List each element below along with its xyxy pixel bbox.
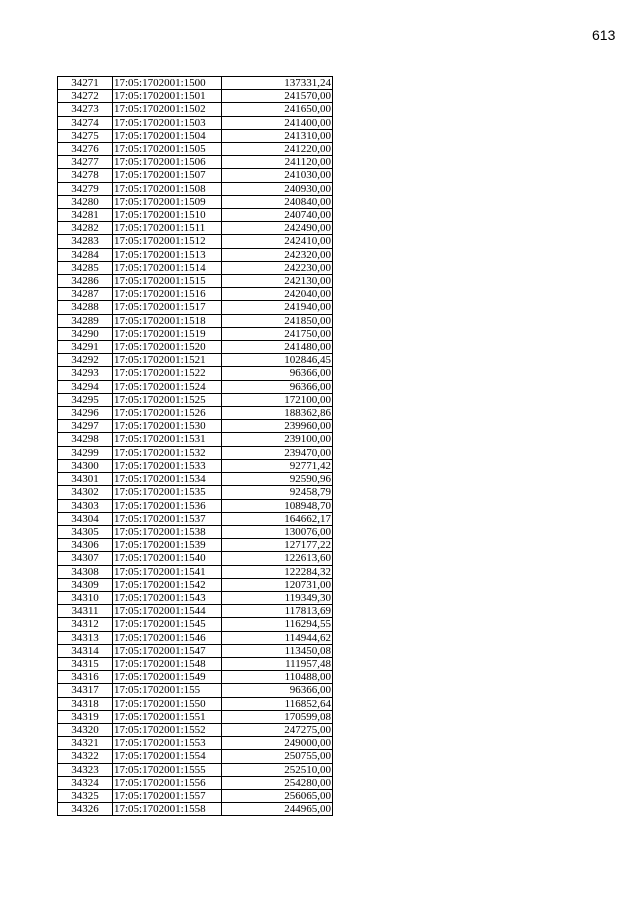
row-number-cell: 34320 — [58, 723, 113, 736]
amount-cell: 241850,00 — [222, 314, 333, 327]
amount-cell: 92590,96 — [222, 473, 333, 486]
amount-cell: 122284,32 — [222, 565, 333, 578]
cadastral-number-cell: 17:05:1702001:1531 — [113, 433, 222, 446]
row-number-cell: 34296 — [58, 407, 113, 420]
cadastral-number-cell: 17:05:1702001:1552 — [113, 723, 222, 736]
amount-cell: 241750,00 — [222, 327, 333, 340]
amount-cell: 96366,00 — [222, 367, 333, 380]
cadastral-number-cell: 17:05:1702001:1508 — [113, 182, 222, 195]
cadastral-number-cell: 17:05:1702001:1520 — [113, 341, 222, 354]
amount-cell: 170599,08 — [222, 710, 333, 723]
table-row — [58, 77, 333, 90]
row-number-cell: 34281 — [58, 209, 113, 222]
row-number-cell: 34300 — [58, 459, 113, 472]
table-row — [58, 222, 333, 235]
table-row — [58, 103, 333, 116]
amount-cell: 241940,00 — [222, 301, 333, 314]
cadastral-number-cell: 17:05:1702001:1504 — [113, 129, 222, 142]
row-number-cell: 34275 — [58, 129, 113, 142]
row-number-cell: 34284 — [58, 248, 113, 261]
amount-cell: 254280,00 — [222, 776, 333, 789]
cadastral-number-cell: 17:05:1702001:1517 — [113, 301, 222, 314]
amount-cell: 240740,00 — [222, 209, 333, 222]
table-row — [58, 367, 333, 380]
cadastral-number-cell: 17:05:1702001:1543 — [113, 591, 222, 604]
row-number-cell: 34325 — [58, 789, 113, 802]
cadastral-number-cell: 17:05:1702001:1557 — [113, 789, 222, 802]
amount-cell: 241400,00 — [222, 116, 333, 129]
row-number-cell: 34285 — [58, 261, 113, 274]
row-number-cell: 34305 — [58, 525, 113, 538]
ledger-table — [57, 76, 333, 816]
table-row — [58, 407, 333, 420]
table-row — [58, 684, 333, 697]
cadastral-number-cell: 17:05:1702001:1550 — [113, 697, 222, 710]
amount-cell: 120731,00 — [222, 578, 333, 591]
amount-cell: 252510,00 — [222, 763, 333, 776]
table-row — [58, 209, 333, 222]
row-number-cell: 34288 — [58, 301, 113, 314]
amount-cell: 240930,00 — [222, 182, 333, 195]
table-row — [58, 169, 333, 182]
table-row — [58, 710, 333, 723]
row-number-cell: 34317 — [58, 684, 113, 697]
table-row — [58, 525, 333, 538]
row-number-cell: 34271 — [58, 77, 113, 90]
ledger-body — [58, 77, 333, 816]
row-number-cell: 34322 — [58, 750, 113, 763]
cadastral-number-cell: 17:05:1702001:1510 — [113, 209, 222, 222]
cadastral-number-cell: 17:05:1702001:1533 — [113, 459, 222, 472]
table-row — [58, 182, 333, 195]
row-number-cell: 34282 — [58, 222, 113, 235]
amount-cell: 241480,00 — [222, 341, 333, 354]
cadastral-number-cell: 17:05:1702001:1516 — [113, 288, 222, 301]
cadastral-number-cell: 17:05:1702001:1526 — [113, 407, 222, 420]
table-row — [58, 671, 333, 684]
table-row — [58, 156, 333, 169]
row-number-cell: 34274 — [58, 116, 113, 129]
table-row — [58, 433, 333, 446]
amount-cell: 130076,00 — [222, 525, 333, 538]
row-number-cell: 34292 — [58, 354, 113, 367]
table-row — [58, 539, 333, 552]
amount-cell: 250755,00 — [222, 750, 333, 763]
amount-cell: 102846,45 — [222, 354, 333, 367]
table-row — [58, 420, 333, 433]
cadastral-number-cell: 17:05:1702001:1538 — [113, 525, 222, 538]
amount-cell: 247275,00 — [222, 723, 333, 736]
table-row — [58, 129, 333, 142]
table-row — [58, 354, 333, 367]
cadastral-number-cell: 17:05:1702001:1514 — [113, 261, 222, 274]
table-row — [58, 473, 333, 486]
row-number-cell: 34289 — [58, 314, 113, 327]
amount-cell: 137331,24 — [222, 77, 333, 90]
row-number-cell: 34293 — [58, 367, 113, 380]
table-row — [58, 327, 333, 340]
table-row — [58, 116, 333, 129]
row-number-cell: 34309 — [58, 578, 113, 591]
cadastral-number-cell: 17:05:1702001:1547 — [113, 644, 222, 657]
row-number-cell: 34308 — [58, 565, 113, 578]
cadastral-number-cell: 17:05:1702001:1525 — [113, 393, 222, 406]
table-row — [58, 341, 333, 354]
row-number-cell: 34310 — [58, 591, 113, 604]
row-number-cell: 34323 — [58, 763, 113, 776]
amount-cell: 96366,00 — [222, 684, 333, 697]
amount-cell: 241220,00 — [222, 143, 333, 156]
row-number-cell: 34294 — [58, 380, 113, 393]
cadastral-number-cell: 17:05:1702001:1535 — [113, 486, 222, 499]
row-number-cell: 34286 — [58, 275, 113, 288]
amount-cell: 241120,00 — [222, 156, 333, 169]
cadastral-number-cell: 17:05:1702001:1536 — [113, 499, 222, 512]
table-row — [58, 248, 333, 261]
row-number-cell: 34315 — [58, 657, 113, 670]
table-row — [58, 763, 333, 776]
table-row — [58, 512, 333, 525]
table-row — [58, 486, 333, 499]
row-number-cell: 34306 — [58, 539, 113, 552]
page-number: 613 — [592, 27, 616, 43]
row-number-cell: 34303 — [58, 499, 113, 512]
table-row — [58, 459, 333, 472]
cadastral-number-cell: 17:05:1702001:1542 — [113, 578, 222, 591]
row-number-cell: 34301 — [58, 473, 113, 486]
row-number-cell: 34279 — [58, 182, 113, 195]
cadastral-number-cell: 17:05:1702001:1532 — [113, 446, 222, 459]
cadastral-number-cell: 17:05:1702001:1513 — [113, 248, 222, 261]
amount-cell: 96366,00 — [222, 380, 333, 393]
row-number-cell: 34290 — [58, 327, 113, 340]
cadastral-number-cell: 17:05:1702001:1530 — [113, 420, 222, 433]
cadastral-number-cell: 17:05:1702001:1511 — [113, 222, 222, 235]
amount-cell: 127177,22 — [222, 539, 333, 552]
amount-cell: 244965,00 — [222, 803, 333, 816]
table-row — [58, 618, 333, 631]
cadastral-number-cell: 17:05:1702001:1553 — [113, 737, 222, 750]
table-row — [58, 261, 333, 274]
cadastral-number-cell: 17:05:1702001:155 — [113, 684, 222, 697]
row-number-cell: 34326 — [58, 803, 113, 816]
row-number-cell: 34313 — [58, 631, 113, 644]
amount-cell: 92458,79 — [222, 486, 333, 499]
row-number-cell: 34314 — [58, 644, 113, 657]
table-row — [58, 288, 333, 301]
table-row — [58, 605, 333, 618]
cadastral-number-cell: 17:05:1702001:1546 — [113, 631, 222, 644]
amount-cell: 239100,00 — [222, 433, 333, 446]
row-number-cell: 34318 — [58, 697, 113, 710]
cadastral-number-cell: 17:05:1702001:1537 — [113, 512, 222, 525]
amount-cell: 256065,00 — [222, 789, 333, 802]
table-row — [58, 301, 333, 314]
table-row — [58, 380, 333, 393]
cadastral-number-cell: 17:05:1702001:1558 — [113, 803, 222, 816]
row-number-cell: 34316 — [58, 671, 113, 684]
amount-cell: 117813,69 — [222, 605, 333, 618]
cadastral-number-cell: 17:05:1702001:1512 — [113, 235, 222, 248]
table-row — [58, 723, 333, 736]
amount-cell: 108948,70 — [222, 499, 333, 512]
row-number-cell: 34304 — [58, 512, 113, 525]
row-number-cell: 34319 — [58, 710, 113, 723]
amount-cell: 239960,00 — [222, 420, 333, 433]
table-row — [58, 737, 333, 750]
table-row — [58, 499, 333, 512]
row-number-cell: 34278 — [58, 169, 113, 182]
cadastral-number-cell: 17:05:1702001:1507 — [113, 169, 222, 182]
cadastral-number-cell: 17:05:1702001:1545 — [113, 618, 222, 631]
row-number-cell: 34273 — [58, 103, 113, 116]
table-row — [58, 644, 333, 657]
amount-cell: 241310,00 — [222, 129, 333, 142]
amount-cell: 113450,08 — [222, 644, 333, 657]
cadastral-number-cell: 17:05:1702001:1551 — [113, 710, 222, 723]
cadastral-number-cell: 17:05:1702001:1500 — [113, 77, 222, 90]
cadastral-number-cell: 17:05:1702001:1554 — [113, 750, 222, 763]
table-row — [58, 750, 333, 763]
amount-cell: 242410,00 — [222, 235, 333, 248]
amount-cell: 242040,00 — [222, 288, 333, 301]
amount-cell: 242230,00 — [222, 261, 333, 274]
cadastral-number-cell: 17:05:1702001:1539 — [113, 539, 222, 552]
table-row — [58, 591, 333, 604]
row-number-cell: 34321 — [58, 737, 113, 750]
cadastral-number-cell: 17:05:1702001:1555 — [113, 763, 222, 776]
cadastral-number-cell: 17:05:1702001:1502 — [113, 103, 222, 116]
table-row — [58, 143, 333, 156]
row-number-cell: 34291 — [58, 341, 113, 354]
amount-cell: 116852,64 — [222, 697, 333, 710]
amount-cell: 164662,17 — [222, 512, 333, 525]
amount-cell: 242130,00 — [222, 275, 333, 288]
table-row — [58, 578, 333, 591]
row-number-cell: 34272 — [58, 90, 113, 103]
cadastral-number-cell: 17:05:1702001:1506 — [113, 156, 222, 169]
row-number-cell: 34280 — [58, 195, 113, 208]
row-number-cell: 34297 — [58, 420, 113, 433]
table-row — [58, 565, 333, 578]
amount-cell: 116294,55 — [222, 618, 333, 631]
row-number-cell: 34302 — [58, 486, 113, 499]
amount-cell: 242490,00 — [222, 222, 333, 235]
amount-cell: 239470,00 — [222, 446, 333, 459]
amount-cell: 119349,30 — [222, 591, 333, 604]
amount-cell: 241570,00 — [222, 90, 333, 103]
cadastral-number-cell: 17:05:1702001:1548 — [113, 657, 222, 670]
cadastral-number-cell: 17:05:1702001:1524 — [113, 380, 222, 393]
amount-cell: 172100,00 — [222, 393, 333, 406]
row-number-cell: 34277 — [58, 156, 113, 169]
cadastral-number-cell: 17:05:1702001:1521 — [113, 354, 222, 367]
table-row — [58, 776, 333, 789]
table-row — [58, 803, 333, 816]
table-row — [58, 393, 333, 406]
amount-cell: 242320,00 — [222, 248, 333, 261]
amount-cell: 241650,00 — [222, 103, 333, 116]
cadastral-number-cell: 17:05:1702001:1540 — [113, 552, 222, 565]
cadastral-number-cell: 17:05:1702001:1544 — [113, 605, 222, 618]
row-number-cell: 34299 — [58, 446, 113, 459]
table-row — [58, 657, 333, 670]
cadastral-number-cell: 17:05:1702001:1522 — [113, 367, 222, 380]
row-number-cell: 34298 — [58, 433, 113, 446]
cadastral-number-cell: 17:05:1702001:1515 — [113, 275, 222, 288]
table-row — [58, 275, 333, 288]
table-row — [58, 195, 333, 208]
cadastral-number-cell: 17:05:1702001:1501 — [113, 90, 222, 103]
cadastral-number-cell: 17:05:1702001:1519 — [113, 327, 222, 340]
cadastral-number-cell: 17:05:1702001:1534 — [113, 473, 222, 486]
amount-cell: 249000,00 — [222, 737, 333, 750]
row-number-cell: 34307 — [58, 552, 113, 565]
table-row — [58, 90, 333, 103]
cadastral-number-cell: 17:05:1702001:1503 — [113, 116, 222, 129]
amount-cell: 92771,42 — [222, 459, 333, 472]
table-row — [58, 789, 333, 802]
amount-cell: 188362,86 — [222, 407, 333, 420]
row-number-cell: 34324 — [58, 776, 113, 789]
row-number-cell: 34311 — [58, 605, 113, 618]
table-row — [58, 552, 333, 565]
row-number-cell: 34283 — [58, 235, 113, 248]
row-number-cell: 34295 — [58, 393, 113, 406]
row-number-cell: 34312 — [58, 618, 113, 631]
table-row — [58, 631, 333, 644]
cadastral-number-cell: 17:05:1702001:1509 — [113, 195, 222, 208]
amount-cell: 110488,00 — [222, 671, 333, 684]
amount-cell: 114944,62 — [222, 631, 333, 644]
table-row — [58, 235, 333, 248]
amount-cell: 122613,60 — [222, 552, 333, 565]
cadastral-number-cell: 17:05:1702001:1556 — [113, 776, 222, 789]
amount-cell: 241030,00 — [222, 169, 333, 182]
amount-cell: 240840,00 — [222, 195, 333, 208]
table-row — [58, 697, 333, 710]
amount-cell: 111957,48 — [222, 657, 333, 670]
cadastral-number-cell: 17:05:1702001:1549 — [113, 671, 222, 684]
row-number-cell: 34287 — [58, 288, 113, 301]
table-row — [58, 314, 333, 327]
cadastral-number-cell: 17:05:1702001:1518 — [113, 314, 222, 327]
cadastral-number-cell: 17:05:1702001:1505 — [113, 143, 222, 156]
row-number-cell: 34276 — [58, 143, 113, 156]
table-row — [58, 446, 333, 459]
cadastral-number-cell: 17:05:1702001:1541 — [113, 565, 222, 578]
